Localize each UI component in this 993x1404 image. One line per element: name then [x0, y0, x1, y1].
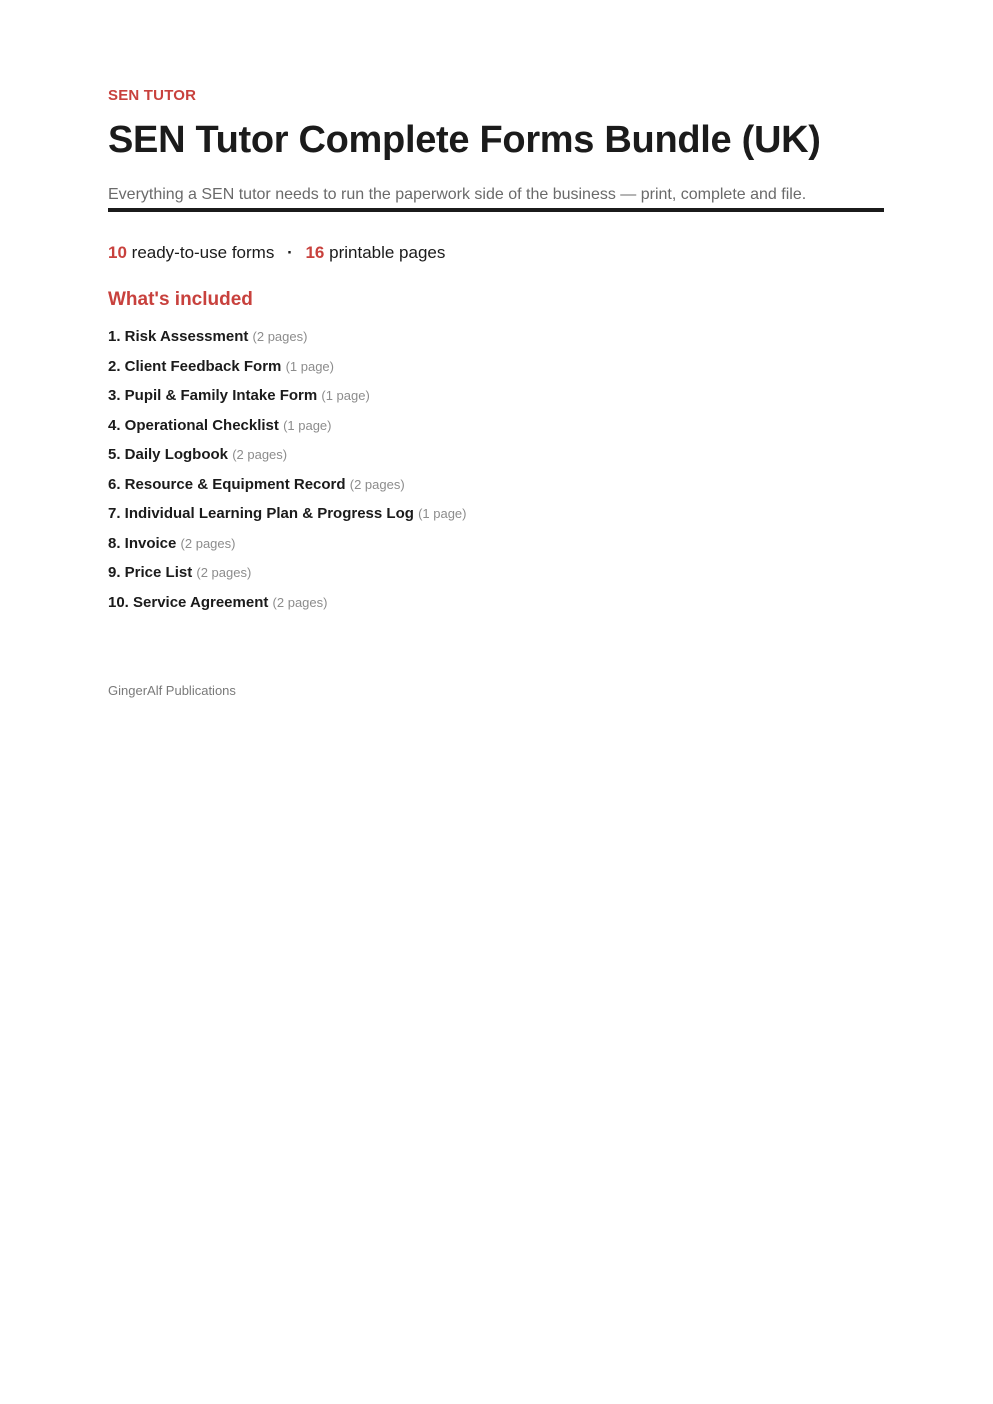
page-subtitle: Everything a SEN tutor needs to run the paperwork side of the business — print, complete and file. — [108, 186, 807, 203]
list-item — [108, 445, 884, 465]
form-page-count: (1 page) — [285, 358, 334, 374]
form-page-count: (2 pages) — [252, 329, 308, 344]
included-heading: What's included — [108, 289, 253, 310]
list-item — [108, 504, 884, 524]
form-name: 2. Client Feedback Form — [108, 357, 282, 375]
pages-count: 16 — [305, 243, 325, 262]
form-page-count: (2 pages) — [349, 476, 405, 492]
list-item — [108, 475, 884, 495]
list-item — [108, 357, 884, 377]
list-item — [108, 534, 884, 554]
form-page-count: (1 page) — [321, 388, 370, 403]
list-item — [108, 327, 884, 347]
list-item — [108, 563, 884, 583]
page-title: SEN Tutor Complete Forms Bundle (UK) — [108, 119, 821, 161]
form-page-count: (2 pages) — [232, 447, 288, 462]
form-name: 9. Price List — [108, 564, 193, 581]
title-divider — [108, 208, 884, 212]
form-name: 3. Pupil & Family Intake Form — [108, 387, 318, 404]
form-page-count: (2 pages) — [272, 594, 328, 610]
forms-label: ready-to-use forms — [131, 243, 275, 262]
form-name: 4. Operational Checklist — [108, 416, 279, 434]
category-label: SEN TUTOR — [108, 87, 197, 104]
form-name: 10. Service Agreement — [108, 593, 269, 611]
pages-label: printable pages — [329, 243, 446, 262]
form-name: 8. Invoice — [108, 534, 177, 552]
forms-count: 10 — [108, 243, 127, 262]
form-name: 6. Resource & Equipment Record — [108, 475, 346, 493]
form-name: 7. Individual Learning Plan & Progress Log — [108, 505, 414, 522]
list-item — [108, 416, 884, 436]
form-page-count: (2 pages) — [180, 535, 236, 551]
publisher-footer: GingerAlf Publications — [108, 683, 236, 698]
list-item — [108, 593, 884, 613]
stats-separator: · — [287, 243, 293, 262]
form-name: 5. Daily Logbook — [108, 446, 229, 463]
form-page-count: (1 page) — [418, 506, 467, 521]
forms-list — [108, 327, 884, 613]
document-content — [108, 86, 884, 622]
list-item — [108, 386, 884, 406]
form-page-count: (2 pages) — [196, 565, 252, 580]
form-page-count: (1 page) — [283, 417, 332, 433]
bundle-stats — [108, 242, 884, 264]
form-name: 1. Risk Assessment — [108, 328, 249, 345]
